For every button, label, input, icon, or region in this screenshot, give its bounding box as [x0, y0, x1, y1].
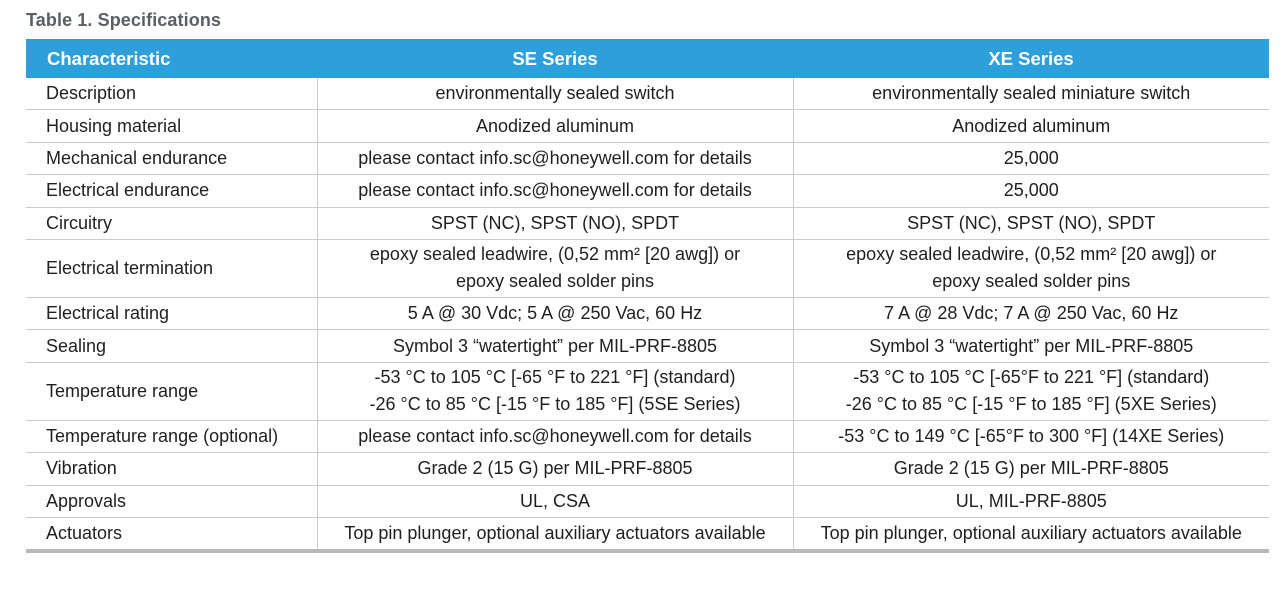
se-series-cell-line: environmentally sealed switch: [435, 83, 675, 104]
row-label: Temperature range (optional): [26, 420, 317, 452]
table-body: [26, 78, 1269, 551]
xe-series-cell-line: 7 A @ 28 Vdc; 7 A @ 250 Vac, 60 Hz: [884, 303, 1179, 324]
se-series-cell-line: -26 °C to 85 °C [-15 °F to 185 °F] (5SE Series): [369, 394, 741, 415]
se-series-cell: [317, 330, 793, 362]
se-series-cell: [317, 142, 793, 174]
row-label: Electrical endurance: [26, 175, 317, 207]
se-series-cell-line: Top pin plunger, optional auxiliary actuators available: [344, 523, 766, 544]
header-row: [26, 39, 1269, 78]
se-series-cell-line: UL, CSA: [519, 490, 591, 511]
table-row: [26, 207, 1269, 239]
row-label: Mechanical endurance: [26, 142, 317, 174]
xe-series-cell: [793, 239, 1269, 297]
row-label: Electrical termination: [26, 239, 317, 297]
table-row: [26, 110, 1269, 142]
xe-series-cell: [793, 110, 1269, 142]
table-header: [26, 39, 1269, 78]
row-label: Electrical rating: [26, 297, 317, 329]
xe-series-cell-line: UL, MIL-PRF-8805: [955, 490, 1107, 511]
xe-series-cell-line: -26 °C to 85 °C [-15 °F to 185 °F] (5XE Series): [845, 394, 1217, 415]
se-series-cell: [317, 485, 793, 517]
row-label: Vibration: [26, 453, 317, 485]
table-caption: Table 1. Specifications: [26, 10, 222, 30]
se-series-cell: [317, 110, 793, 142]
se-series-cell-line: please contact info.sc@honeywell.com for details: [358, 425, 752, 446]
table-row: [26, 175, 1269, 207]
xe-series-cell: [793, 142, 1269, 174]
se-series-cell: [317, 239, 793, 297]
xe-series-cell-line: epoxy sealed solder pins: [932, 271, 1131, 292]
se-series-cell: [317, 362, 793, 420]
xe-series-cell: [793, 485, 1269, 517]
xe-series-cell-line: Grade 2 (15 G) per MIL-PRF-8805: [893, 458, 1169, 479]
row-label: Temperature range: [26, 362, 317, 420]
se-series-cell-line: Anodized aluminum: [475, 115, 635, 136]
row-label: Description: [26, 78, 317, 110]
header-xe-series: XE Series: [793, 39, 1269, 78]
xe-series-cell: [793, 175, 1269, 207]
row-label: Housing material: [26, 110, 317, 142]
se-series-cell: [317, 297, 793, 329]
specifications-table: [26, 39, 1269, 553]
table-row: [26, 297, 1269, 329]
table-row: [26, 420, 1269, 452]
xe-series-cell-line: 25,000: [1003, 147, 1059, 168]
xe-series-cell: [793, 362, 1269, 420]
se-series-cell-line: epoxy sealed solder pins: [455, 271, 655, 292]
header-characteristic: Characteristic: [26, 39, 317, 78]
xe-series-cell: [793, 78, 1269, 110]
xe-series-cell-line: -53 °C to 105 °C [-65°F to 221 °F] (standard): [853, 367, 1210, 388]
se-series-cell-line: please contact info.sc@honeywell.com for details: [358, 147, 752, 168]
table-row: [26, 78, 1269, 110]
se-series-cell: [317, 517, 793, 551]
xe-series-cell: [793, 420, 1269, 452]
se-series-cell: [317, 78, 793, 110]
se-series-cell: [317, 420, 793, 452]
se-series-cell-line: 5 A @ 30 Vdc; 5 A @ 250 Vac, 60 Hz: [407, 303, 703, 324]
se-series-cell: [317, 207, 793, 239]
se-series-cell-line: Symbol 3 “watertight” per MIL-PRF-8805: [392, 335, 718, 356]
table-row: [26, 362, 1269, 420]
se-series-cell: [317, 175, 793, 207]
xe-series-cell-line: environmentally sealed miniature switch: [872, 83, 1191, 104]
xe-series-cell-line: -53 °C to 149 °C [-65°F to 300 °F] (14XE Series): [838, 425, 1225, 446]
se-series-cell-line: Grade 2 (15 G) per MIL-PRF-8805: [417, 458, 693, 479]
table-row: [26, 485, 1269, 517]
se-series-cell: [317, 453, 793, 485]
xe-series-cell-line: Anodized aluminum: [952, 115, 1111, 136]
row-label: Circuitry: [26, 207, 317, 239]
xe-series-cell-line: Top pin plunger, optional auxiliary actuators available: [820, 523, 1242, 544]
xe-series-cell: [793, 207, 1269, 239]
row-label: Approvals: [26, 485, 317, 517]
xe-series-cell-line: SPST (NC), SPST (NO), SPDT: [907, 212, 1156, 233]
row-label: Sealing: [26, 330, 317, 362]
xe-series-cell-line: epoxy sealed leadwire, (0,52 mm² [20 awg]) or: [846, 244, 1217, 265]
xe-series-cell: [793, 453, 1269, 485]
table-row: [26, 517, 1269, 551]
xe-series-cell-line: 25,000: [1003, 180, 1059, 201]
header-se-series: SE Series: [317, 39, 793, 78]
table-row: [26, 142, 1269, 174]
se-series-cell-line: -53 °C to 105 °C [-65 °F to 221 °F] (standard): [374, 367, 736, 388]
se-series-cell-line: epoxy sealed leadwire, (0,52 mm² [20 awg]) or: [369, 244, 741, 265]
xe-series-cell-line: Symbol 3 “watertight” per MIL-PRF-8805: [869, 335, 1194, 356]
table-row: [26, 239, 1269, 297]
table-row: [26, 453, 1269, 485]
se-series-cell-line: please contact info.sc@honeywell.com for details: [358, 180, 752, 201]
xe-series-cell: [793, 297, 1269, 329]
row-label: Actuators: [26, 517, 317, 551]
se-series-cell-line: SPST (NC), SPST (NO), SPDT: [430, 212, 680, 233]
xe-series-cell: [793, 330, 1269, 362]
table-row: [26, 330, 1269, 362]
xe-series-cell: [793, 517, 1269, 551]
